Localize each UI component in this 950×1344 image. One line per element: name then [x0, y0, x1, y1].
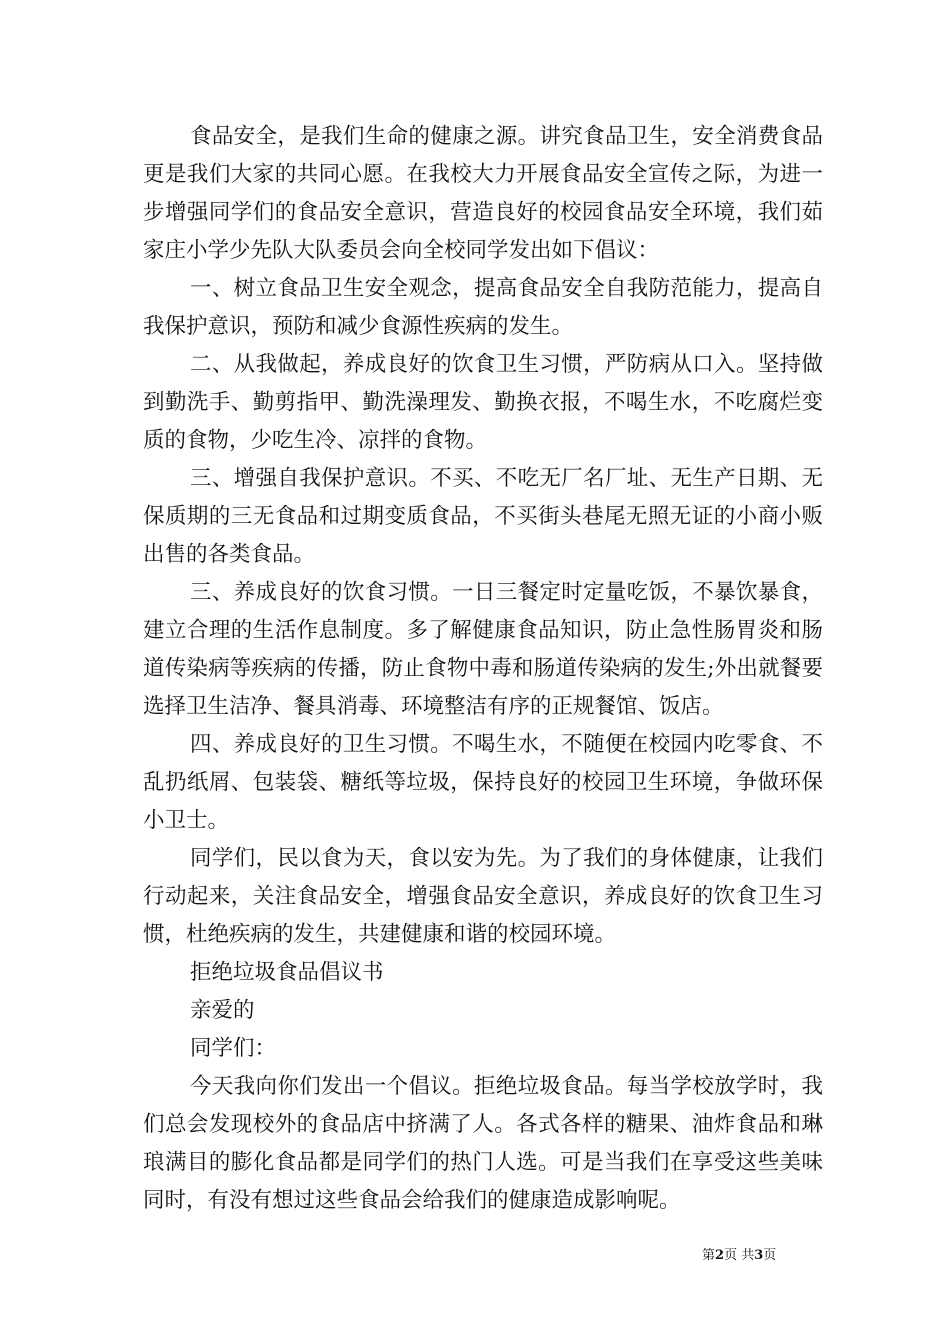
- footer-middle: 页 共: [724, 1248, 755, 1263]
- footer-prefix: 第: [702, 1248, 716, 1263]
- paragraph: 今天我向你们发出一个倡议。拒绝垃圾食品。每当学校放学时，我们总会发现校外的食品店中挤满了人。各式各样的糖果、油炸食品和琳琅满目的膨化食品都是同学们的热门人选。可是当我们在享受这些美味同时，有没有想过这些食品会给我们的健康造成影响呢。: [143, 1074, 823, 1213]
- paragraph: 三、养成良好的饮食习惯。一日三餐定时定量吃饭，不暴饮暴食，建立合理的生活作息制度。多了解健康食品知识，防止急性肠胃炎和肠道传染病等疾病的传播，防止食物中毒和肠道传染病的发生;外出就餐要选择卫生洁净、餐具消毒、环境整洁有序的正规餐馆、饭店。: [143, 580, 823, 719]
- paragraph: 三、增强自我保护意识。不买、不吃无厂名厂址、无生产日期、无保质期的三无食品和过期变质食品，不买街头巷尾无照无证的小商小贩出售的各类食品。: [143, 466, 823, 567]
- paragraph: 同学们，民以食为天，食以安为先。为了我们的身体健康，让我们行动起来，关注食品安全，增强食品安全意识，养成良好的饮食卫生习惯，杜绝疾病的发生，共建健康和谐的校园环境。: [143, 846, 823, 947]
- salutation-line: 同学们：: [190, 1036, 277, 1061]
- total-page-number: 3: [754, 1248, 764, 1263]
- salutation-line: 亲爱的: [190, 998, 255, 1023]
- paragraph: 一、树立食品卫生安全观念，提高食品安全自我防范能力，提高自我保护意识，预防和减少食源性疾病的发生。: [143, 276, 823, 339]
- section-title: 拒绝垃圾食品倡议书: [190, 960, 384, 985]
- page-number-footer: [702, 1244, 776, 1263]
- paragraph: 二、从我做起，养成良好的饮食卫生习惯，严防病从口入。坚持做到勤洗手、勤剪指甲、勤洗澡理发、勤换衣报，不喝生水，不吃腐烂变质的食物，少吃生冷、凉拌的食物。: [143, 352, 823, 453]
- document-body: [143, 118, 823, 1220]
- footer-suffix: 页: [763, 1248, 777, 1263]
- current-page-number: 2: [715, 1248, 725, 1263]
- paragraph: 食品安全，是我们生命的健康之源。讲究食品卫生，安全消费食品更是我们大家的共同心愿。在我校大力开展食品安全宣传之际，为进一步增强同学们的食品安全意识，营造良好的校园食品安全环境，我们茹家庄小学少先队大队委员会向全校同学发出如下倡议：: [143, 124, 823, 263]
- paragraph: 四、养成良好的卫生习惯。不喝生水，不随便在校园内吃零食、不乱扔纸屑、包装袋、糖纸等垃圾，保持良好的校园卫生环境，争做环保小卫士。: [143, 732, 823, 833]
